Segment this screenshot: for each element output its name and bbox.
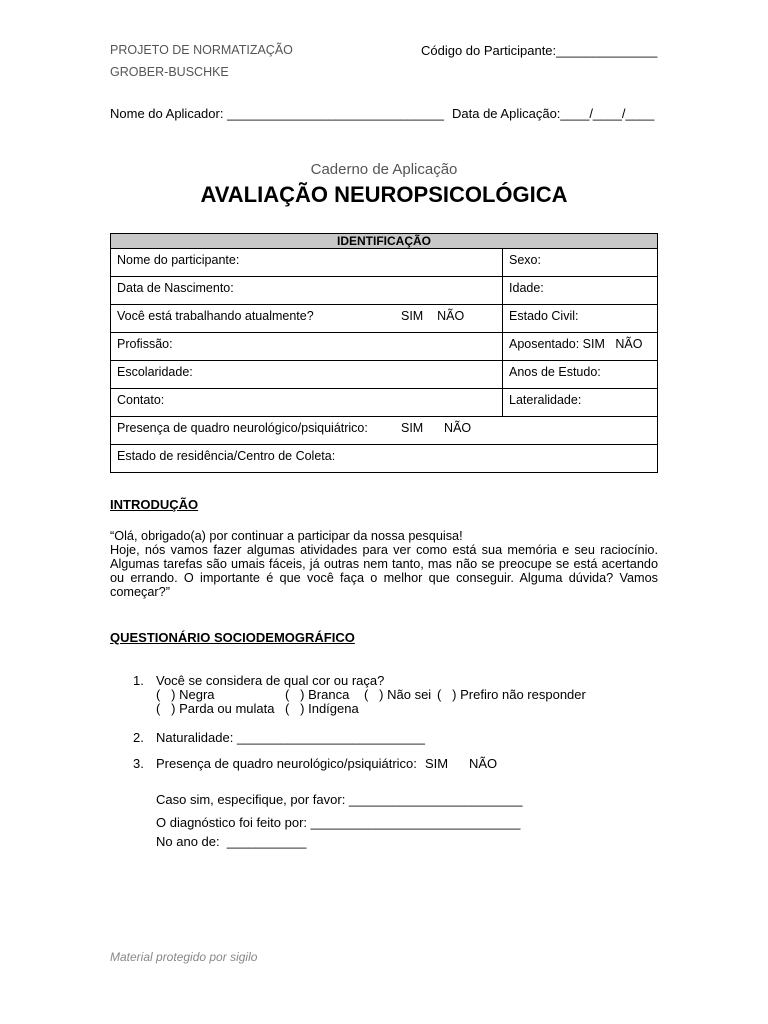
participant-name-field[interactable]: Nome do participante:: [111, 249, 503, 277]
applicator-name-field[interactable]: Nome do Aplicador: ______________________________: [110, 106, 444, 121]
project-name: PROJETO DE NORMATIZAÇÃO: [110, 43, 293, 57]
questionnaire-heading: QUESTIONÁRIO SOCIODEMOGRÁFICO: [110, 630, 355, 645]
option-negra[interactable]: ( ) Negra: [156, 687, 215, 702]
working-label: Você está trabalhando atualmente?: [117, 309, 314, 323]
project-subname: GROBER-BUSCHKE: [110, 65, 229, 79]
introduction-heading: INTRODUÇÃO: [110, 497, 199, 512]
identification-heading: IDENTIFICAÇÃO: [111, 234, 658, 249]
working-field[interactable]: [111, 305, 503, 333]
specify-field[interactable]: Caso sim, especifique, por favor: ________________________: [156, 792, 523, 807]
question-3-text: Presença de quadro neurológico/psiquiátrico:: [156, 756, 417, 771]
contact-field[interactable]: Contato:: [111, 389, 503, 417]
question-2-number: 2.: [133, 730, 144, 745]
question-1-text: Você se considera de qual cor ou raça?: [156, 673, 385, 688]
sex-field[interactable]: Sexo:: [503, 249, 658, 277]
age-field[interactable]: Idade:: [503, 277, 658, 305]
option-prefiro-nao-responder[interactable]: ( ) Prefiro não responder: [437, 687, 586, 702]
retired-field[interactable]: Aposentado: SIM NÃO: [503, 333, 658, 361]
residence-field[interactable]: Estado de residência/Centro de Coleta:: [111, 445, 658, 473]
working-options[interactable]: SIM NÃO: [401, 309, 465, 323]
option-sim[interactable]: SIM: [425, 756, 449, 771]
document-title: AVALIAÇÃO NEUROPSICOLÓGICA: [200, 182, 568, 207]
question-1-number: 1.: [133, 673, 144, 688]
marital-status-field[interactable]: Estado Civil:: [503, 305, 658, 333]
profession-field[interactable]: Profissão:: [111, 333, 503, 361]
option-nao-sei[interactable]: ( ) Não sei: [364, 687, 432, 702]
option-parda[interactable]: ( ) Parda ou mulata: [156, 701, 275, 716]
option-branca[interactable]: ( ) Branca: [285, 687, 350, 702]
laterality-field[interactable]: Lateralidade:: [503, 389, 658, 417]
option-nao[interactable]: NÃO: [469, 756, 498, 771]
introduction-text: [110, 529, 658, 599]
birthdate-field[interactable]: Data de Nascimento:: [111, 277, 503, 305]
option-indigena[interactable]: ( ) Indígena: [285, 701, 359, 716]
participant-code-field[interactable]: Código do Participante:______________: [421, 43, 658, 58]
application-date-field[interactable]: Data de Aplicação:____/____/____: [452, 106, 655, 121]
identification-table: [110, 233, 658, 473]
question-3-number: 3.: [133, 756, 144, 771]
years-of-study-field[interactable]: Anos de Estudo:: [503, 361, 658, 389]
introduction-body: Hoje, nós vamos fazer algumas atividades para ver como está sua memória e seu raciocínio. Algumas tarefas são umais fáceis, já outras nem tanto, mas não se preocupe se está acertando ou errando. O importante é que você faça o melhor que conseguir. Alguma dúvida? Vamos começar?”: [110, 543, 658, 599]
diagnosis-year-field[interactable]: No ano de: ___________: [156, 834, 307, 849]
neuro-condition-field[interactable]: [111, 417, 658, 445]
education-field[interactable]: Escolaridade:: [111, 361, 503, 389]
introduction-greeting: “Olá, obrigado(a) por continuar a participar da nossa pesquisa!: [110, 529, 463, 543]
diagnosed-by-field[interactable]: O diagnóstico foi feito por: _____________________________: [156, 815, 521, 830]
footer-confidential: Material protegido por sigilo: [110, 950, 258, 964]
naturality-field[interactable]: Naturalidade: __________________________: [156, 730, 425, 745]
neuro-condition-label: Presença de quadro neurológico/psiquiátrico:: [117, 421, 368, 435]
neuro-condition-options[interactable]: SIM NÃO: [401, 421, 472, 435]
document-subtitle: Caderno de Aplicação: [310, 161, 458, 178]
